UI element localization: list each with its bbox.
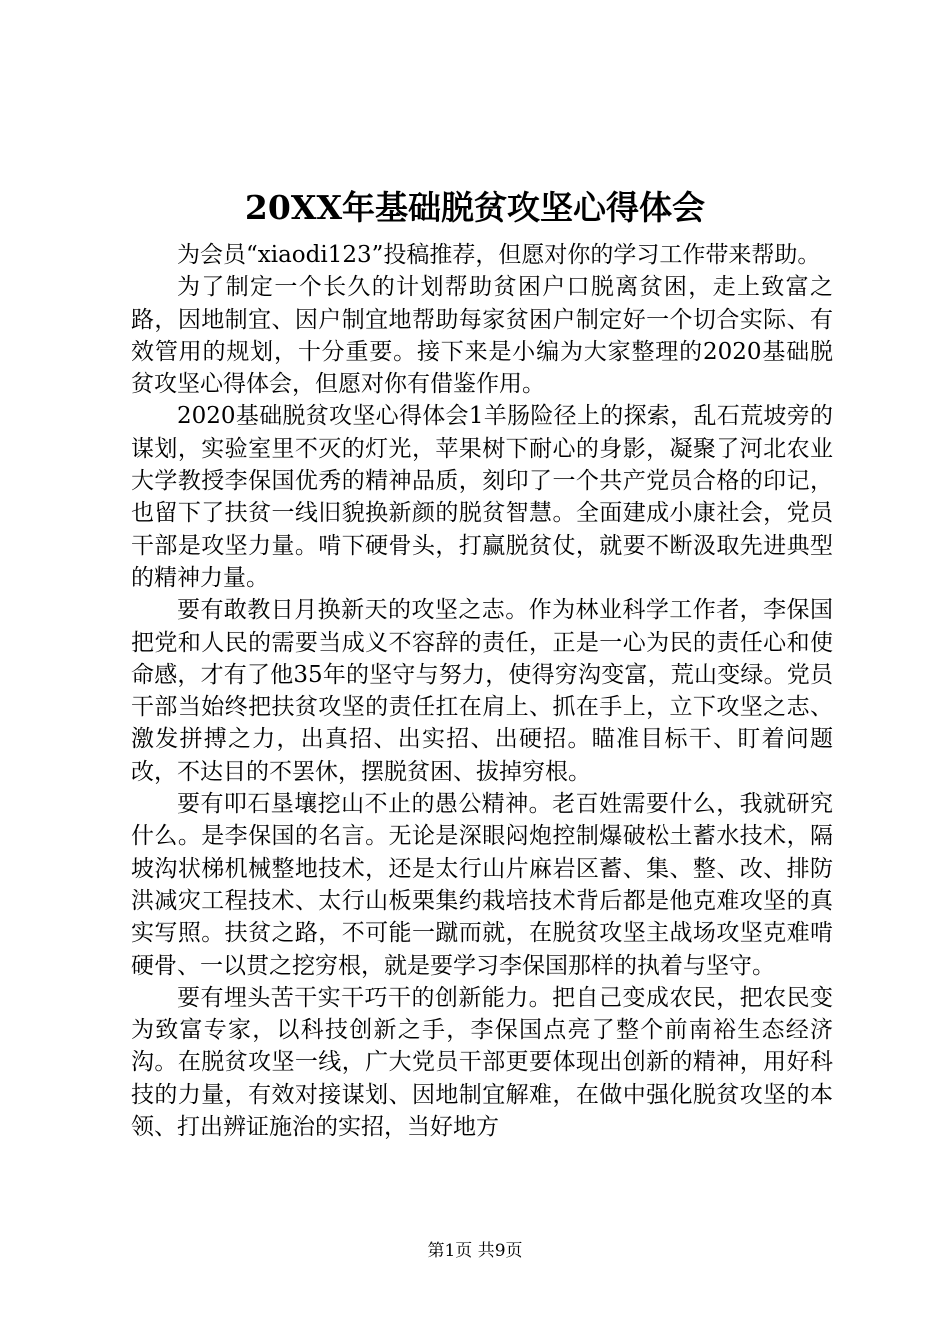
document-body	[131, 239, 833, 1143]
paragraph-1: 为会员“xiaodi123”投稿推荐，但愿对你的学习工作带来帮助。	[177, 242, 821, 268]
paragraph-4: 要有敢教日月换新天的攻坚之志。作为林业科学工作者，李保国把党和人民的需要当成义不容辞的责任，正是一心为民的责任心和使命感，才有了他35年的坚守与努力，使得穷沟变富，荒山变绿。党员干部当始终把扶贫攻坚的责任扛在肩上、抓在手上，立下攻坚之志、激发拼搏之力，出真招、出实招、出硬招。瞄准目标干、盯着问题改，不达目的不罢休，摆脱贫困、拔掉穷根。	[131, 597, 833, 785]
paragraph-3: 2020基础脱贫攻坚心得体会1羊肠险径上的探索，乱石荒坡旁的谋划，实验室里不灭的灯光，苹果树下耐心的身影，凝聚了河北农业大学教授李保国优秀的精神品质，刻印了一个共产党员合格的印记，也留下了扶贫一线旧貌换新颜的脱贫智慧。全面建成小康社会，党员干部是攻坚力量。啃下硬骨头，打赢脱贫仗，就要不断汲取先进典型的精神力量。	[131, 403, 833, 591]
paragraph-2: 为了制定一个长久的计划帮助贫困户口脱离贫困，走上致富之路，因地制宜、因户制宜地帮助每家贫困户制定好一个切合实际、有效管用的规划，十分重要。接下来是小编为大家整理的2020基础脱贫攻坚心得体会，但愿对你有借鉴作用。	[131, 274, 833, 398]
paragraph-5: 要有叩石垦壤挖山不止的愚公精神。老百姓需要什么，我就研究什么。是李保国的名言。无论是深眼闷炮控制爆破松土蓄水技术，隔坡沟状梯机械整地技术，还是太行山片麻岩区蓄、集、整、改、排防洪减灾工程技术、太行山板栗集约栽培技术背后都是他克难攻坚的真实写照。扶贫之路，不可能一蹴而就，在脱贫攻坚主战场攻坚克难啃硬骨、一以贯之挖穷根，就是要学习李保国那样的执着与坚守。	[131, 791, 833, 979]
document-title: 20XX年基础脱贫攻坚心得体会	[244, 188, 706, 227]
paragraph-6: 要有埋头苦干实干巧干的创新能力。把自己变成农民，把农民变为致富专家，以科技创新之手，李保国点亮了整个前南裕生态经济沟。在脱贫攻坚一线，广大党员干部更要体现出创新的精神，用好科技的力量，有效对接谋划、因地制宜解难，在做中强化脱贫攻坚的本领、打出辨证施治的实招，当好地方	[131, 984, 833, 1141]
page-number-footer: 第1页 共9页	[427, 1241, 523, 1261]
